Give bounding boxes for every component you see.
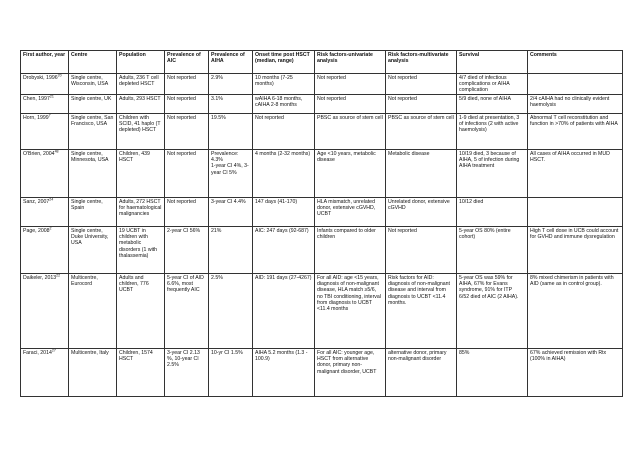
cell: Adults, 236 T cell depleted HSCT — [117, 74, 165, 95]
cell: 10/12 died — [457, 198, 528, 227]
cell: Single centre, Minnesota, USA — [69, 150, 117, 198]
cell-author: Sanz, 2007$^{24}$ — [21, 198, 69, 227]
cell: Children with SCID, 41 haplo (T depleted) HSCT — [117, 114, 165, 150]
cell: Not reported — [386, 227, 457, 274]
cell-author: Chen, 1997$^{21}$ — [21, 95, 69, 114]
table-row — [21, 274, 623, 349]
cell: 5/9 died, none of AIHA — [457, 95, 528, 114]
cell: Multicentre, Italy — [69, 349, 117, 397]
cell: Infants compared to older children — [315, 227, 386, 274]
cell: 19.5% — [209, 114, 253, 150]
cell: HLA mismatch, unrelated donor, extensive cGVHD, UCBT — [315, 198, 386, 227]
cell-author: Horn, 1999$^7$ — [21, 114, 69, 150]
cell: Single centre, Wisconsin, USA — [69, 74, 117, 95]
cell: 10-yr CI 1.5% — [209, 349, 253, 397]
cell: 8% mixed chimerism in patients with AID (same as in control group). — [528, 274, 623, 349]
cell: Not reported — [165, 114, 209, 150]
cell: 4/7 died of infectious complications or AIHA complication — [457, 74, 528, 95]
table-row — [21, 74, 623, 95]
header-prevalence-aic: Prevalence of AIC — [165, 51, 209, 74]
cell: 10/19 died, 3 because of AIHA, 5 of infection during AIHA treatment — [457, 150, 528, 198]
cell: 10 months (7-25 months) — [253, 74, 315, 95]
cell — [528, 198, 623, 227]
cell: Age <10 years, metabolic disease — [315, 150, 386, 198]
cell — [528, 74, 623, 95]
table-row — [21, 95, 623, 114]
cell: Adults, 293 HSCT — [117, 95, 165, 114]
table-row — [21, 349, 623, 397]
aic-studies-table — [20, 50, 623, 397]
cell: PBSC as source of stem cell — [386, 114, 457, 150]
cell: PBSC as source of stem cell — [315, 114, 386, 150]
cell: Abnormal T cell reconstitution and function in >70% of patients with AIHA — [528, 114, 623, 150]
cell: All cases of AIHA occurred in MUD HSCT. — [528, 150, 623, 198]
cell: For all AIC: younger age, HSCT from alternative donor, primary non-malignant disorder, UCBT — [315, 349, 386, 397]
header-risk-univariate: Risk factors-univariate analysis — [315, 51, 386, 74]
header-survival: Survival — [457, 51, 528, 74]
cell: Metabolic disease — [386, 150, 457, 198]
header-risk-multivariate: Risk factors-multivariate analysis — [386, 51, 457, 74]
cell: Not reported — [253, 114, 315, 150]
cell: 67% achieved remission with Rtx (100% in AIHA) — [528, 349, 623, 397]
cell: 5-year OS was 59% for AIHA, 67% for Evans syndrome, 91% for ITP 6/52 died of AIC (2 AIHA). — [457, 274, 528, 349]
cell: Single centre, San Francisco, USA — [69, 114, 117, 150]
header-centre: Centre — [69, 51, 117, 74]
cell: Adults and children, 776 UCBT — [117, 274, 165, 349]
cell: 1-9 died at presentation, 3 of infections (2 with active haemolysis) — [457, 114, 528, 150]
cell: 3.1% — [209, 95, 253, 114]
header-prevalence-aiha: Prevalence of AIHA — [209, 51, 253, 74]
cell-author: O'Brien, 2004$^{48}$ — [21, 150, 69, 198]
cell: 2-year CI 56% — [165, 227, 209, 274]
cell: Not reported — [165, 74, 209, 95]
cell: wAIHA 6-18 months, cAIHA 2-8 months — [253, 95, 315, 114]
cell: Not reported — [386, 74, 457, 95]
cell-author: Page, 2008$^2$ — [21, 227, 69, 274]
cell: For all AID: age <15 years, diagnosis of non-malignant disease, HLA match ≥5/6, no TBI conditioning, interval from diagnosis to UCBT <11.4 months — [315, 274, 386, 349]
cell: alternative donor, primary non-malignant disorder — [386, 349, 457, 397]
cell: AIHA 5.2 months (1.3 - 100.9) — [253, 349, 315, 397]
header-author: First author, year — [21, 51, 69, 74]
cell: Single centre, Duke University, USA — [69, 227, 117, 274]
cell: Single centre, UK — [69, 95, 117, 114]
cell: 5-year CI of AID 6.6%, most frequently AIC — [165, 274, 209, 349]
header-comments: Comments — [528, 51, 623, 74]
cell: 3-year CI 4.4% — [209, 198, 253, 227]
cell-author: Daikeler, 2013$^{22}$ — [21, 274, 69, 349]
cell: High T cell dose in UCB could account for GVHD and immune dysregulation — [528, 227, 623, 274]
cell: Not reported — [165, 95, 209, 114]
cell: Prevalence: 4.3% 1-year CI 4%, 3-year CI 5% — [209, 150, 253, 198]
cell: Not reported — [315, 74, 386, 95]
table-header-row — [21, 51, 623, 74]
table-row — [21, 114, 623, 150]
cell: Single centre, Spain — [69, 198, 117, 227]
header-onset-time: Onset time post HSCT (median, range) — [253, 51, 315, 74]
cell: 4 months (2-32 months) — [253, 150, 315, 198]
cell: Unrelated donor, extensive cGVHD — [386, 198, 457, 227]
cell: AIC: 247 days (92-687) — [253, 227, 315, 274]
cell: 21% — [209, 227, 253, 274]
cell: 2.9% — [209, 74, 253, 95]
header-population: Population — [117, 51, 165, 74]
cell: Not reported — [386, 95, 457, 114]
cell: Children, 439 HSCT — [117, 150, 165, 198]
table-row — [21, 150, 623, 198]
cell: 5-year OS 80% (entire cohort) — [457, 227, 528, 274]
cell: Children, 1574 HSCT — [117, 349, 165, 397]
cell: Adults, 272 HSCT for haematological malignancies — [117, 198, 165, 227]
table-row — [21, 198, 623, 227]
cell: Multicentre, Eurocord — [69, 274, 117, 349]
cell: Not reported — [165, 150, 209, 198]
cell: Not reported — [165, 198, 209, 227]
cell-author: Faraci, 2014$^{27}$ — [21, 349, 69, 397]
cell: Not reported — [315, 95, 386, 114]
cell: 2/4 cAIHA had no clinically evident haemolysis — [528, 95, 623, 114]
cell: 2.5% — [209, 274, 253, 349]
cell: 3-year CI 2.13 %, 10-year CI 2.5% — [165, 349, 209, 397]
cell: 19 UCBT in children with metabolic disorders (1 with thalassemia) — [117, 227, 165, 274]
table-row — [21, 227, 623, 274]
cell: Risk factors for AID: diagnosis of non-malignant disease and interval from diagnosis to UCBT <11.4 months. — [386, 274, 457, 349]
cell: 147 days (41-170) — [253, 198, 315, 227]
cell-author: Drobyski, 1996$^{20}$ — [21, 74, 69, 95]
cell: AID: 191 days (27-4267) — [253, 274, 315, 349]
cell: 85% — [457, 349, 528, 397]
